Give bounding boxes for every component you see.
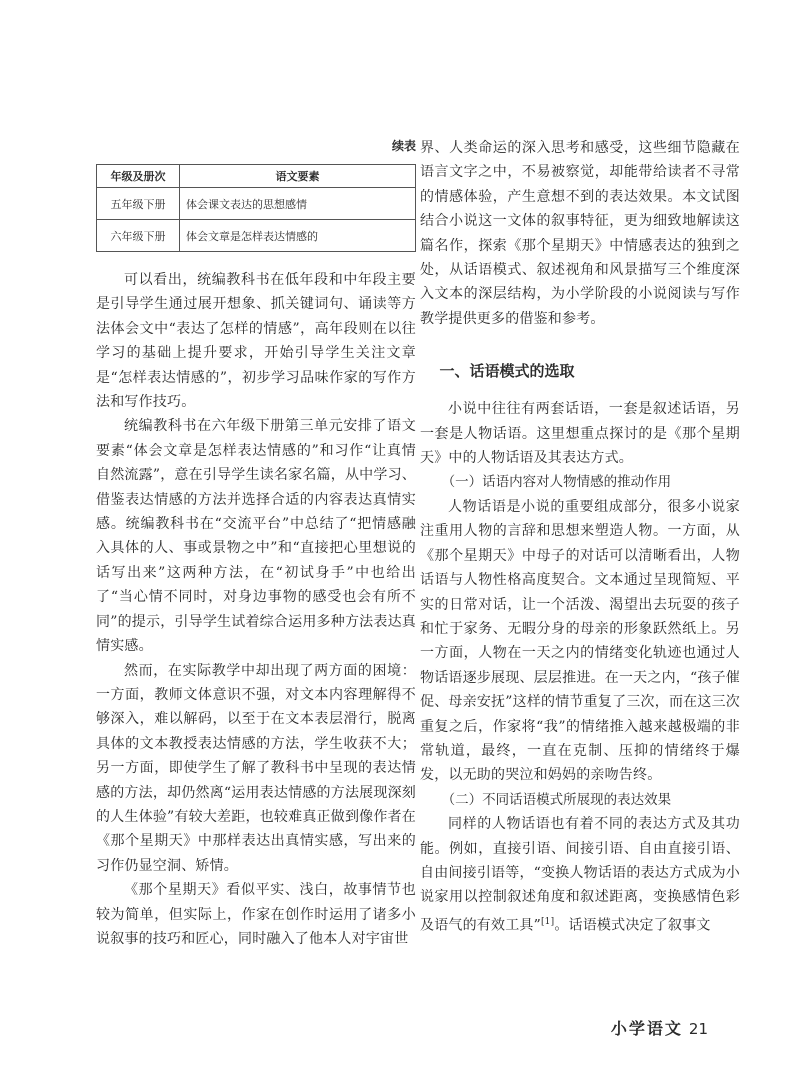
- table-row: [97, 188, 416, 220]
- body-paragraph-continued: 界、人类命运的深入思考和感受，这些细节隐藏在语言文字之中，不易被察觉，却能带给读者不寻常的情感体验，产生意想不到的表达效果。本文试图结合小说这一文体的叙事特征，更为细致地解读这篇名作，探索《那个星期天》中情感表达的独到之处，从话语模式、叙述视角和风景描写三个维度深入文本的深层结构，为小学阶段的小说阅读与写作教学提供更多的借鉴和参考。: [420, 140, 740, 327]
- table-cell-grade: 六年级下册: [97, 220, 180, 252]
- table-header-row: [97, 165, 416, 188]
- section-heading: 一、话语模式的选取: [439, 362, 575, 381]
- table-row: [97, 220, 416, 252]
- right-column: [420, 136, 740, 938]
- left-column: [96, 136, 416, 951]
- page-number: 21: [688, 1020, 708, 1038]
- citation-marker: [1]: [540, 916, 555, 927]
- table-cell-element: 体会课文表达的思想感情: [180, 188, 416, 220]
- subsection-heading: （二）不同话语模式所展现的表达效果: [441, 791, 672, 808]
- paragraph-text-tail: 。话语模式决定了叙事文: [554, 917, 711, 934]
- paragraph-text: 同样的人物话语也有着不同的表达方式及其功能。例如，直接引语、间接引语、自由直接引语、自由间接引语等，“变换人物话语的表达方式成为小说家用以控制叙述角度和叙述距离，变换感情色彩及语气的有效工具”: [420, 816, 740, 934]
- magazine-name: 小学语文: [610, 1019, 683, 1038]
- body-paragraph: [420, 812, 740, 938]
- table-caption: 续表: [391, 139, 416, 153]
- body-paragraph: 小说中往往有两套话语，一套是叙述话语，另一套是人物话语。这里想重点探讨的是《那个星期天》中的人物话语及其表达方式。: [420, 401, 740, 467]
- table-header-grade: 年级及册次: [97, 165, 180, 188]
- body-paragraph: 统编教科书在六年级下册第三单元安排了语文要素“体会文章是怎样表达情感的”和习作“让真情自然流露”，意在引导学生读名家名篇，从中学习、借鉴表达情感的方法并选择合适的内容表达真情实感。统编教科书在“交流平台”中总结了“把情感融入具体的人、事或景物之中”和“直接把心里想说的话写出来”这两种方法，在“初试身手”中也给出了“当心情不同时，对身边事物的感受也会有所不同”的提示，引导学生试着综合运用多种方法表达真情实感。: [96, 418, 416, 655]
- body-paragraph: 可以看出，统编教科书在低年段和中年段主要是引导学生通过展开想象、抓关键词句、诵读等方法体会文中“表达了怎样的情感”，高年段则在以往学习的基础上提升要求，开始引导学生关注文章是“怎样表达情感的”，初步学习品味作家的写作方法和写作技巧。: [96, 272, 416, 411]
- body-paragraph: 然而，在实际教学中却出现了两方面的困境：一方面，教师文体意识不强，对文本内容理解得不够深入，难以解码，以至于在文本表层滑行，脱离具体的文本教授表达情感的方法，学生收获不大；另一方面，即使学生了解了教科书中呈现的表达情感的方法，却仍然离“运用表达情感的方法展现深刻的人生体验”有较大差距，也较难真正做到像作者在《那个星期天》中那样表达出真情实感，写出来的习作仍显空洞、矫情。: [96, 662, 416, 874]
- body-paragraph: 《那个星期天》看似平实、浅白，故事情节也较为简单，但实际上，作家在创作时运用了诸多小说叙事的技巧和匠心，同时融入了他本人对宇宙世: [96, 882, 416, 947]
- language-elements-table: [96, 164, 416, 252]
- body-paragraph: 人物话语是小说的重要组成部分，很多小说家注重用人物的言辞和思想来塑造人物。一方面，从《那个星期天》中母子的对话可以清晰看出，人物话语与人物性格高度契合。文本通过呈现简短、平实的日常对话，让一个活泼、渴望出去玩耍的孩子和忙于家务、无暇分身的母亲的形象跃然纸上。另一方面，人物在一天之内的情绪变化轨迹也通过人物话语逐步展现、层层推进。在一天之内，“孩子催促、母亲安抚”这样的情节重复了三次，而在这三次重复之后，作家将“我”的情绪推入越来越极端的非常轨道，最终，一直在克制、压抑的情绪终于爆发，以无助的哭泣和妈妈的亲吻告终。: [420, 498, 740, 784]
- table-cell-element: 体会文章是怎样表达情感的: [180, 220, 416, 252]
- page-footer: [611, 1016, 708, 1039]
- table-cell-grade: 五年级下册: [97, 188, 180, 220]
- subsection-heading: （一）话语内容对人物情感的推动作用: [441, 474, 672, 491]
- table-header-element: 语文要素: [180, 165, 416, 188]
